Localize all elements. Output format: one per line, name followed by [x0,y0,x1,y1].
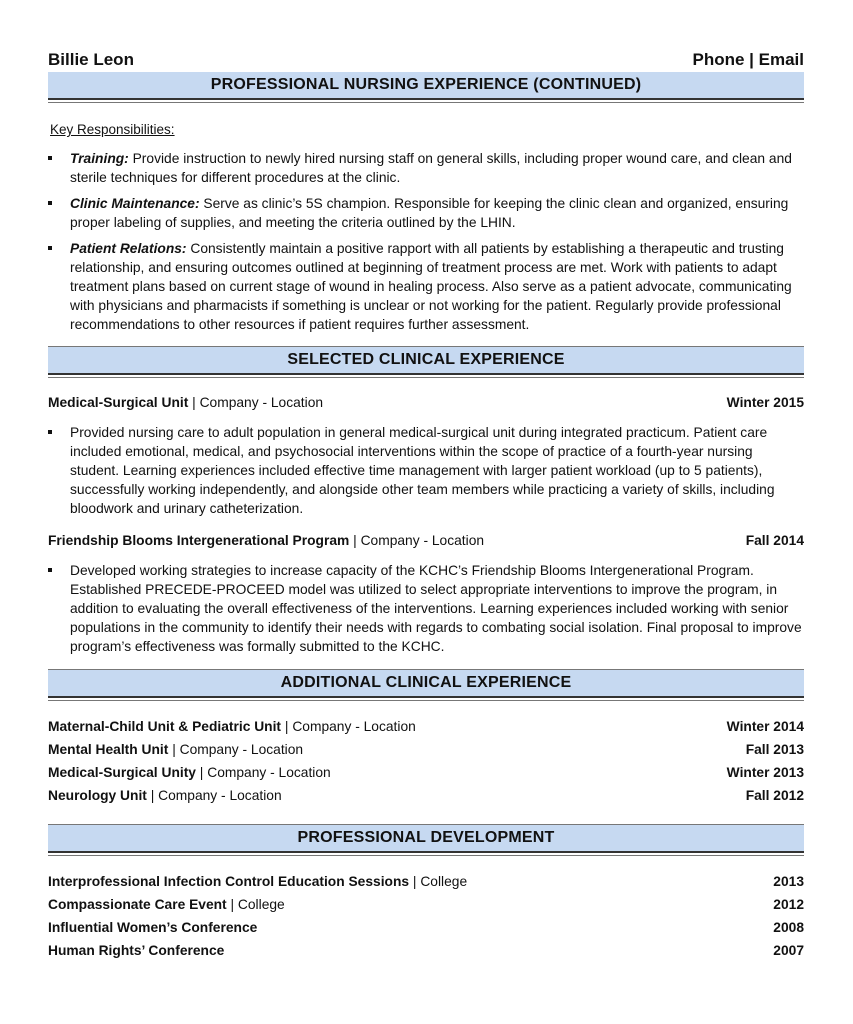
entry-separator: | [168,742,180,757]
entry-bullets [48,561,804,656]
key-responsibilities-label: Key Responsibilities: [50,122,175,137]
entry-org: Company - Location [179,742,304,757]
responsibilities-list [48,149,804,334]
entry-org: Company - Location [292,719,416,734]
bullet-text: Provide instruction to newly hired nursing staff on general skills, including proper wound care, and clean and sterile techniques for different procedures at the clinic. [70,151,792,185]
entry-org: Company - Location [199,395,324,410]
entry-date: 2013 [773,874,804,889]
entry-title: Influential Women’s Conference [48,920,258,935]
candidate-name: Billie Leon [48,50,134,69]
entry-date: Fall 2012 [745,788,804,803]
list-item [48,715,804,738]
bullet-icon [48,430,52,434]
selected-entry [48,391,804,518]
resume-header [48,50,804,72]
entry-title: Maternal-Child Unit & Pediatric Unit [48,719,282,734]
entry-separator: | [195,765,208,780]
list-item [48,870,804,893]
list-item [48,939,804,962]
entry-title: Neurology Unit [48,788,147,803]
entry-date: Winter 2013 [726,765,804,780]
entry-title: Friendship Blooms Intergenerational Program [48,533,350,548]
entry-separator: | [226,897,238,912]
bullet-text: Serve as clinic’s 5S champion. Responsible for keeping the clinic clean and organized, ensuring proper labeling of supplies, and meeting the criteria outlined by the LHIN. [70,196,789,230]
bullet-text: Developed working strategies to increase capacity of the KCHC’s Friendship Blooms Intergenerational Program. Established PRECEDE-PROCEED model was utilized to select appropriate interventions to improve the program, in addition to evaluating the overall effectiveness of the interventions. Learning experiences included working with senior populations in the community to identify their needs with regards to combating social isolation. Final proposal to improve program’s effectiveness was formally submitted to the KCHC. [70,563,802,654]
entry-org: Company - Location [360,533,485,548]
entry-date: 2007 [773,943,804,958]
list-item [48,761,804,784]
list-item [48,423,804,518]
list-item [48,738,804,761]
entry-org: College [237,897,285,912]
bullet-text: Consistently maintain a positive rapport with all patients by establishing a therapeutic and trusting relationship, and ensuring outcomes outlined at beginning of treatment process are met. Work with patients to adapt treatment plans based on current stage of wound in healing process. Also serve as a patient advocate, communicating with physicians and pharmacists if something is unclear or not working for the patient. Regularly provide professional recommendations to other resources if patient requires further assessment. [70,241,792,332]
entry-separator: | [281,719,293,734]
development-list [48,870,804,962]
entry-header [48,391,804,414]
entry-separator: | [146,788,159,803]
bullet-lead: Clinic Maintenance: [70,196,200,211]
entry-date: Winter 2015 [726,395,804,410]
entry-org: Company - Location [158,788,282,803]
bullet-icon [48,156,52,160]
selected-entry [48,529,804,656]
entry-separator: | [188,395,200,410]
entry-date: Winter 2014 [726,719,804,734]
entry-date: Fall 2013 [745,742,804,757]
entry-separator: | [349,533,361,548]
bullet-icon [48,201,52,205]
entry-title: Compassionate Care Event [48,897,227,912]
entry-org: College [420,874,468,889]
section-heading-development: PROFESSIONAL DEVELOPMENT [48,824,804,853]
entry-date: Fall 2014 [745,533,804,548]
section-heading-additional: ADDITIONAL CLINICAL EXPERIENCE [48,669,804,698]
bullet-icon [48,246,52,250]
entry-date: 2008 [773,920,804,935]
entry-bullets [48,423,804,518]
bullet-lead: Training: [70,151,129,166]
entry-title: Mental Health Unit [48,742,169,757]
entry-separator: | [409,874,421,889]
section-heading-selected: SELECTED CLINICAL EXPERIENCE [48,346,804,375]
list-item [48,784,804,807]
entry-org: Company - Location [207,765,331,780]
entry-header [48,529,804,552]
entry-title: Medical-Surgical Unity [48,765,196,780]
list-item [48,893,804,916]
list-item [48,239,804,334]
list-item [48,149,804,187]
entry-date: 2012 [773,897,804,912]
additional-list [48,715,804,807]
bullet-lead: Patient Relations: [70,241,187,256]
contact-info: Phone | Email [692,50,804,69]
entry-title: Human Rights’ Conference [48,943,225,958]
list-item [48,561,804,656]
entry-title: Interprofessional Infection Control Education Sessions [48,874,410,889]
bullet-icon [48,568,52,572]
resume-page [48,50,804,962]
section-heading-nursing: PROFESSIONAL NURSING EXPERIENCE (CONTINUED) [48,72,804,100]
list-item [48,916,804,939]
list-item [48,194,804,232]
bullet-text: Provided nursing care to adult population in general medical-surgical unit during integrated practicum. Patient care included emotional, medical, and psychosocial interventions within the scope of practice of a fourth-year nursing student. Learning experiences included effective time management with larger patient workload (up to 5 patients), successfully working independently, and alongside other team members while practicing a variety of skills, including bloodwork and urinary catheterization. [70,425,775,516]
entry-title: Medical-Surgical Unit [48,395,189,410]
